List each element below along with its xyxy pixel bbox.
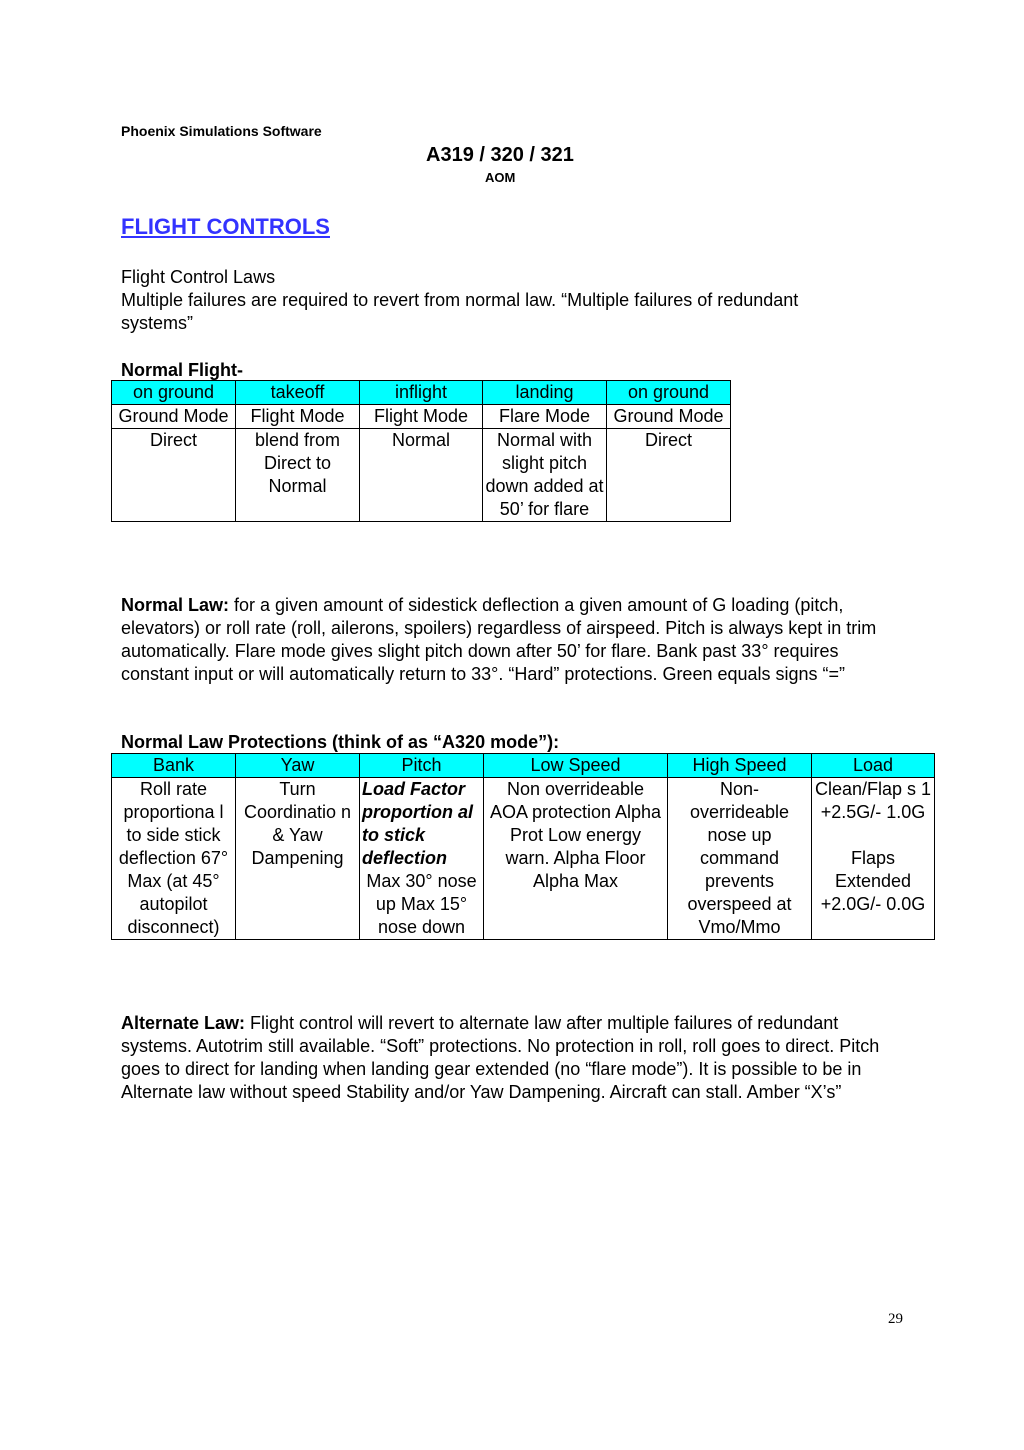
table-row <box>112 429 731 522</box>
normal-flight-header-row <box>112 381 731 405</box>
nf-header: on ground <box>607 381 731 405</box>
page-number: 29 <box>888 1311 903 1327</box>
high-speed-cell: Non- overrideable nose up command prevents overspeed at Vmo/Mmo <box>668 778 812 940</box>
protections-header-row <box>112 754 935 778</box>
nf-cell: Direct <box>607 429 731 522</box>
normal-law-label: Normal Law: <box>121 595 230 615</box>
prot-header: Load <box>812 754 935 778</box>
nf-cell: Ground Mode <box>607 405 731 429</box>
table-row <box>112 405 731 429</box>
prot-header: Pitch <box>360 754 484 778</box>
pitch-limits: Max 30° nose up Max 15° nose down <box>366 871 477 937</box>
alternate-law-text: Flight control will revert to alternate law after multiple failures of redundant systems. Autotrim still available. “Soft” protections. No protection in roll, roll goes to direct. Pitch goes to direct for landing when landing gear extended (no “flare mode”). It is possible to be in Alternate law without speed Stability and/or Yaw Dampening. Aircraft can stall. Amber “X’s” <box>121 1013 880 1102</box>
nf-cell: Flight Mode <box>236 405 360 429</box>
nf-cell: Normal with slight pitch down added at 50’ for flare <box>483 429 607 522</box>
protections-heading: Normal Law Protections (think of as “A320 mode”): <box>121 732 560 752</box>
normal-flight-heading: Normal Flight- <box>121 360 243 380</box>
prot-header: Yaw <box>236 754 360 778</box>
nf-cell: Flight Mode <box>360 405 483 429</box>
load-cell <box>812 778 935 940</box>
alternate-law-paragraph <box>121 1012 891 1104</box>
nf-cell: Ground Mode <box>112 405 236 429</box>
normal-flight-table <box>111 380 731 522</box>
section-title: FLIGHT CONTROLS <box>121 214 330 239</box>
nf-cell: Direct <box>112 429 236 522</box>
nf-cell: Normal <box>360 429 483 522</box>
load-flaps: Flaps Extended +2.0G/- 0.0G <box>820 848 926 914</box>
nf-header: inflight <box>360 381 483 405</box>
nf-header: landing <box>483 381 607 405</box>
nf-header: on ground <box>112 381 236 405</box>
prot-header: High Speed <box>668 754 812 778</box>
yaw-cell: Turn Coordinatio n & Yaw Dampening <box>236 778 360 940</box>
nf-header: takeoff <box>236 381 360 405</box>
bank-cell: Roll rate proportiona l to side stick deflection 67° Max (at 45° autopilot disconnect) <box>112 778 236 940</box>
nf-cell: Flare Mode <box>483 405 607 429</box>
intro-line-2: Multiple failures are required to revert from normal law. “Multiple failures of redundant <box>121 290 799 310</box>
intro-line-3: systems” <box>121 313 193 333</box>
company-name: Phoenix Simulations Software <box>121 123 322 139</box>
prot-header: Bank <box>112 754 236 778</box>
prot-header: Low Speed <box>484 754 668 778</box>
doc-type: AOM <box>485 170 516 185</box>
pitch-load-factor: Load Factor proportion al to stick deflection <box>362 779 473 868</box>
nf-cell: blend from Direct to Normal <box>236 429 360 522</box>
pitch-cell <box>360 778 484 940</box>
normal-law-text: for a given amount of sidestick deflection a given amount of G loading (pitch, elevators) or roll rate (roll, ailerons, spoilers) regardless of airspeed. Pitch is always kept in trim automatically. Flare mode gives slight pitch down after 50’ for flare. Bank past 33° requires constant input or will automatically return to 33°. “Hard” protections. Green equals signs “=” <box>121 595 877 684</box>
intro-line-1: Flight Control Laws <box>121 267 276 287</box>
table-row <box>112 778 935 940</box>
protections-table <box>111 753 935 940</box>
aircraft-models: A319 / 320 / 321 <box>426 144 574 166</box>
load-clean: Clean/Flap s 1 +2.5G/- 1.0G <box>814 779 932 822</box>
alternate-law-label: Alternate Law: <box>121 1013 246 1033</box>
low-speed-cell: Non overrideable AOA protection Alpha Prot Low energy warn. Alpha Floor Alpha Max <box>484 778 668 940</box>
normal-law-paragraph <box>121 594 891 686</box>
